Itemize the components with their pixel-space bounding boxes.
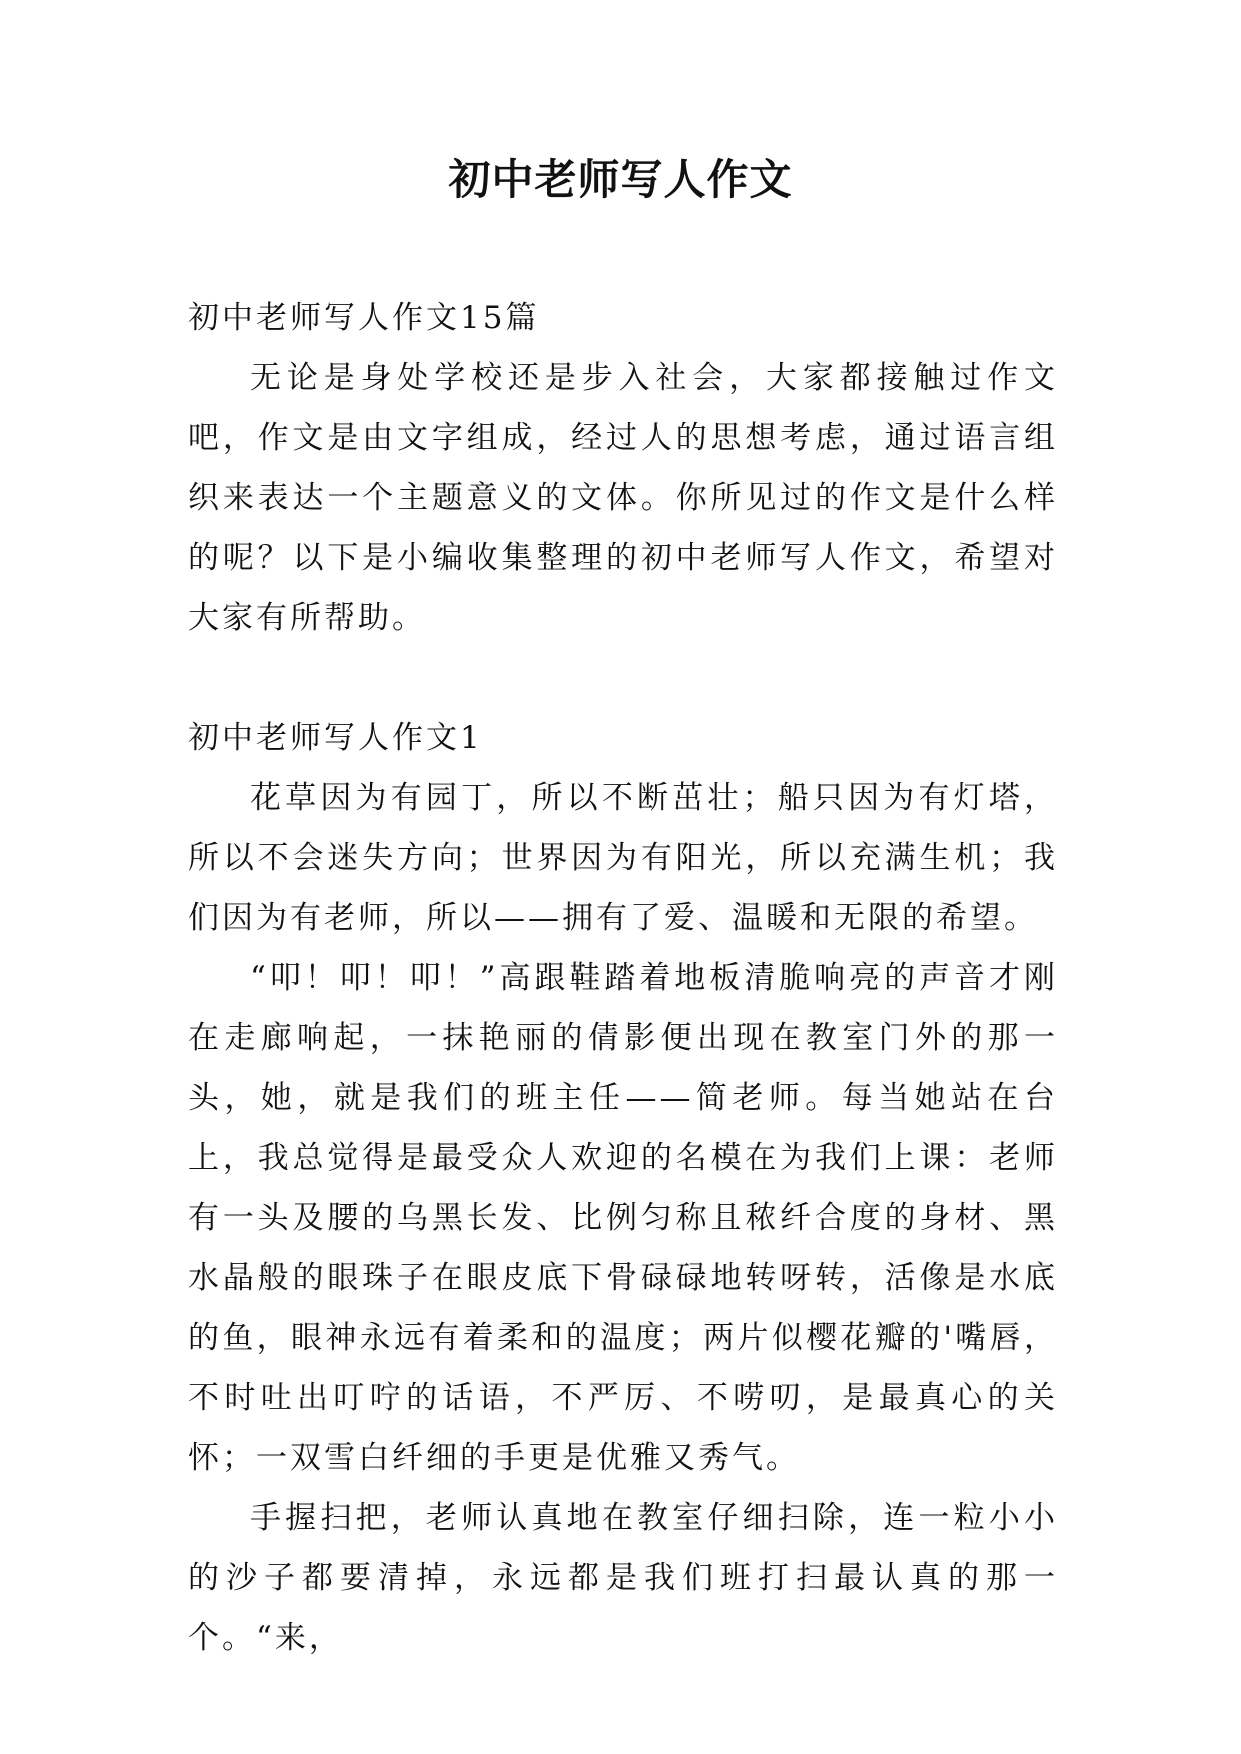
document-body — [188, 288, 1058, 1668]
body-paragraph: 花草因为有园丁，所以不断茁壮；船只因为有灯塔，所以不会迷失方向；世界因为有阳光，所以充满生机；我们因为有老师，所以——拥有了爱、温暖和无限的希望。 — [188, 780, 1058, 936]
document-title: 初中老师写人作文 — [448, 155, 793, 204]
document-subtitle: 初中老师写人作文15篇 — [188, 300, 540, 336]
section-spacer — [188, 648, 1058, 708]
intro-paragraph: 无论是身处学校还是步入社会，大家都接触过作文吧，作文是由文字组成，经过人的思想考虑，通过语言组织来表达一个主题意义的文体。你所见过的作文是什么样的呢？以下是小编收集整理的初中老师写人作文，希望对大家有所帮助。 — [188, 360, 1058, 636]
body-paragraph: “叩！叩！叩！”高跟鞋踏着地板清脆响亮的声音才刚在走廊响起，一抹艳丽的倩影便出现在教室门外的那一头，她，就是我们的班主任——简老师。每当她站在台上，我总觉得是最受众人欢迎的名模在为我们上课：老师有一头及腰的乌黑长发、比例匀称且秾纤合度的身材、黑水晶般的眼珠子在眼皮底下骨碌碌地转呀转，活像是水底的鱼，眼神永远有着柔和的温度；两片似樱花瓣的'嘴唇，不时吐出叮咛的话语，不严厉、不唠叨，是最真心的关怀；一双雪白纤细的手更是优雅又秀气。 — [188, 960, 1058, 1476]
body-paragraph: 手握扫把，老师认真地在教室仔细扫除，连一粒小小的沙子都要清掉，永远都是我们班打扫最认真的那一个。“来， — [188, 1500, 1058, 1656]
section-heading: 初中老师写人作文1 — [188, 720, 483, 756]
